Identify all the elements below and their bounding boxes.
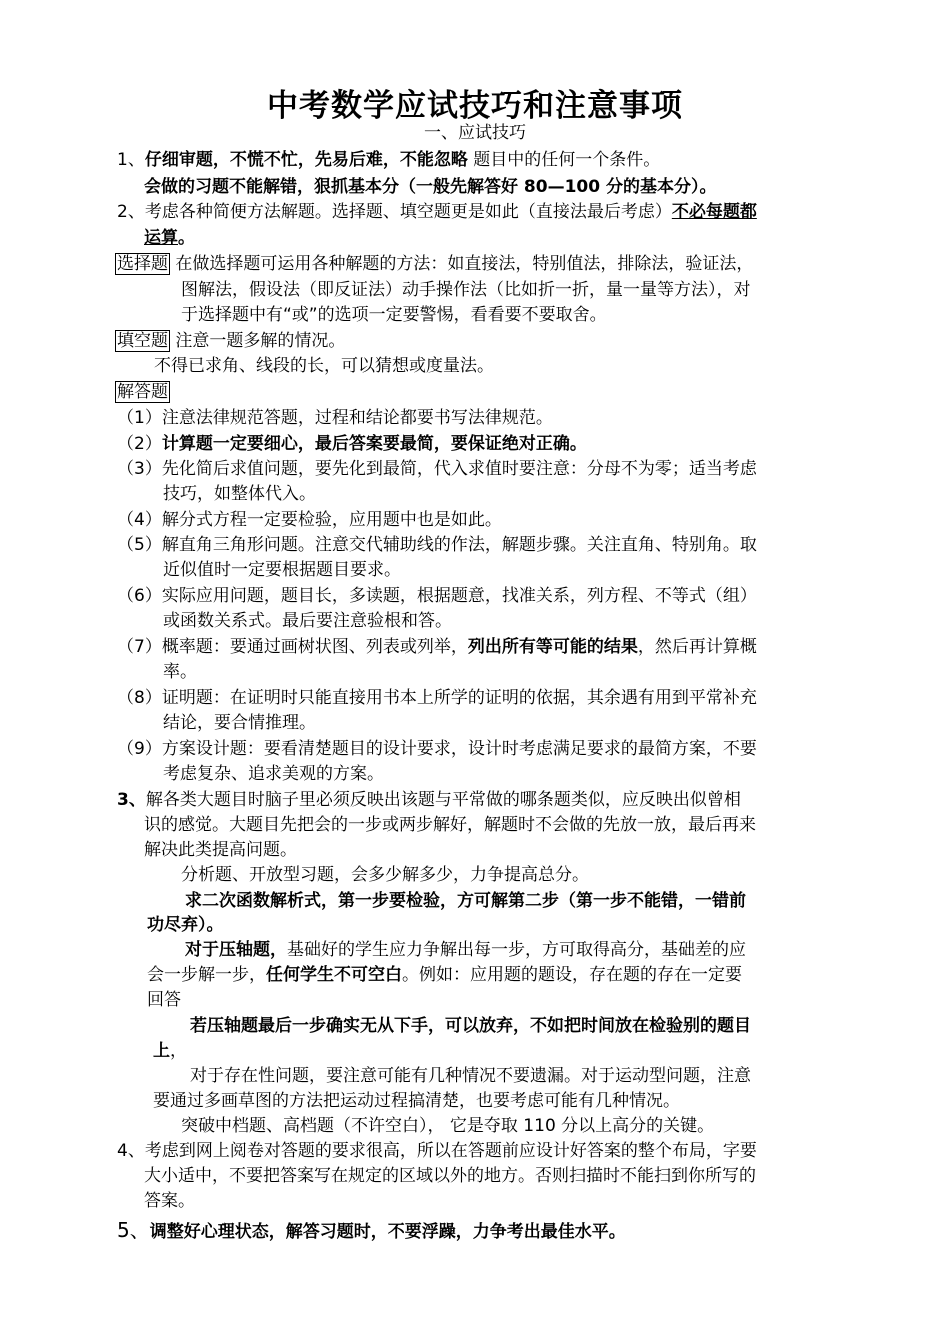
answer-item-8-cont: 结论，要合情推理。 [163,713,316,733]
item-3-line5: 求二次函数解析式，第一步要检验，方可解第二步（第一步不能错，一错前 [185,891,746,911]
item-3-line8 [147,964,742,986]
item-1 [117,149,660,171]
answer-line [115,381,170,403]
item-3-line4: 分析题、开放型习题，会多少解多少，力争提高总分。 [181,865,589,885]
choice-text: 在做选择题可运用各种解题的方法：如直接法，特别值法，排除法，验证法， [170,254,754,274]
item-3-text: 会一步解一步， [147,965,266,985]
item-2-bold-cont: 运算 [144,228,178,248]
item-2-bold: 不必每题都 [671,202,757,222]
item-3-line13: 要通过多画草图的方法把运动过程搞清楚，也要考虑可能有几种情况。 [153,1091,680,1111]
item-3-bold: 对于压轴题， [185,940,287,960]
item-3-bold: 上 [153,1041,170,1061]
choice-line2: 图解法，假设法（即反证法）动手操作法（比如折一折，量一量等方法），对 [181,280,751,300]
answer-item-2-bold: 计算题一定要细心，最后答案要最简，要保证绝对正确。 [161,434,587,454]
answer-item-7-cont: 率。 [163,662,197,682]
item-5 [117,1219,626,1243]
item-5-bold: 调整好心理状态，解答习题时，不要浮躁，力争考出最佳水平。 [149,1222,626,1242]
answer-item-5: （5）解直角三角形问题。注意交代辅助线的作法，解题步骤。关注直角、特别角。取 [117,535,757,555]
answer-item-4: （4）解分式方程一定要检验，应用题中也是如此。 [117,510,502,530]
fill-label: 填空题 [117,331,168,351]
page-title: 中考数学应试技巧和注意事项 [267,88,683,124]
choice-line1 [115,253,753,275]
item-1-bold: 仔细审题，不慌不忙，先易后难，不能忽略 [144,150,468,170]
answer-item-3-cont: 技巧，如整体代入。 [163,484,316,504]
answer-label: 解答题 [117,382,168,402]
item-3-line6: 功尽弃）。 [147,915,224,935]
item-3-line9: 回答 [147,990,181,1010]
answer-item-7-bold: 列出所有等可能的结果 [467,637,638,657]
choice-line3: 于选择题中有“或”的选项一定要警惕，看看要不要取舍。 [181,305,607,325]
answer-item-1: （1）注意法律规范答题，过程和结论都要书写法律规范。 [117,408,553,428]
fill-line1 [115,330,345,352]
item-3-line2: 识的感觉。大题目先把会的一步或两步解好，解题时不会做的先放一放，最后再来 [144,815,756,835]
item-3 [117,789,741,811]
answer-item-8: （8）证明题：在证明时只能直接用书本上所学的证明的依据，其余遇有用到平常补充 [117,688,757,708]
answer-item-5-cont: 近似值时一定要根据题目要求。 [163,560,401,580]
item-1-line2: 会做的习题不能解错，狠抓基本分（一般先解答好 80—100 分的基本分）。 [144,177,717,197]
item-2-end: 。 [178,228,195,248]
answer-item-3: （3）先化简后求值问题，要先化到最简，代入求值时要注意：分母不为零；适当考虑 [117,459,757,479]
item-3-text: 基础好的学生应力争解出每一步，方可取得高分，基础差的应 [287,940,746,960]
answer-item-6-cont: 或函数关系式。最后要注意验根和答。 [163,611,452,631]
fill-line2: 不得已求角、线段的长，可以猜想或度量法。 [154,356,494,376]
item-3-line3: 解决此类提高问题。 [144,840,297,860]
item-3-text-end: 。例如：应用题的题设，存在题的存在一定要 [402,965,742,985]
item-3-line7 [185,939,746,961]
item-1-text: 题目中的任何一个条件。 [467,150,661,170]
item-3-bold: 任何学生不可空白 [266,965,402,985]
item-3-line11 [153,1040,187,1062]
item-3-text-end: ， [170,1041,187,1061]
item-number: （2） [117,434,162,454]
answer-item-6: （6）实际应用问题，题目长，多读题，根据题意，找准关系，列方程、不等式（组） [117,586,757,606]
answer-item-9: （9）方案设计题：要看清楚题目的设计要求，设计时考虑满足要求的最简方案，不要 [117,739,757,759]
item-3-line14: 突破中档题、高档题（不许空白）， 它是夺取 110 分以上高分的关键。 [181,1116,715,1136]
item-3-line10: 若压轴题最后一步确实无从下手，可以放弃，不如把时间放在检验别的题目 [190,1016,751,1036]
item-3-text: 解各类大题目时脑子里必须反映出该题与平常做的哪条题类似，应反映出似曾相 [145,790,741,810]
item-number: 5、 [117,1218,150,1242]
answer-item-7-text: （7）概率题：要通过画树状图、列表或列举， [117,637,468,657]
item-2-line2 [144,227,195,249]
item-number: 1、 [117,150,145,170]
choice-label: 选择题 [117,254,168,274]
item-2 [117,201,757,223]
item-4: 4、考虑到网上阅卷对答题的要求很高，所以在答题前应设计好答案的整个布局，字要 [117,1141,757,1161]
fill-text: 注意一题多解的情况。 [170,331,346,351]
answer-item-7-text-end: ，然后再计算概 [637,637,757,657]
section-heading: 一、应试技巧 [424,123,526,143]
item-4-line2: 大小适中，不要把答案写在规定的区域以外的地方。否则扫描时不能扫到你所写的 [144,1166,756,1186]
item-4-line3: 答案。 [144,1191,195,1211]
answer-item-2 [117,433,587,455]
item-2-text: 2、考虑各种简便方法解题。选择题、填空题更是如此（直接法最后考虑） [117,202,672,222]
item-3-line12: 对于存在性问题，要注意可能有几种情况不要遗漏。对于运动型问题，注意 [190,1066,751,1086]
item-number: 3、 [117,790,146,810]
answer-item-9-cont: 考虑复杂、追求美观的方案。 [163,764,384,784]
answer-item-7 [117,636,757,658]
